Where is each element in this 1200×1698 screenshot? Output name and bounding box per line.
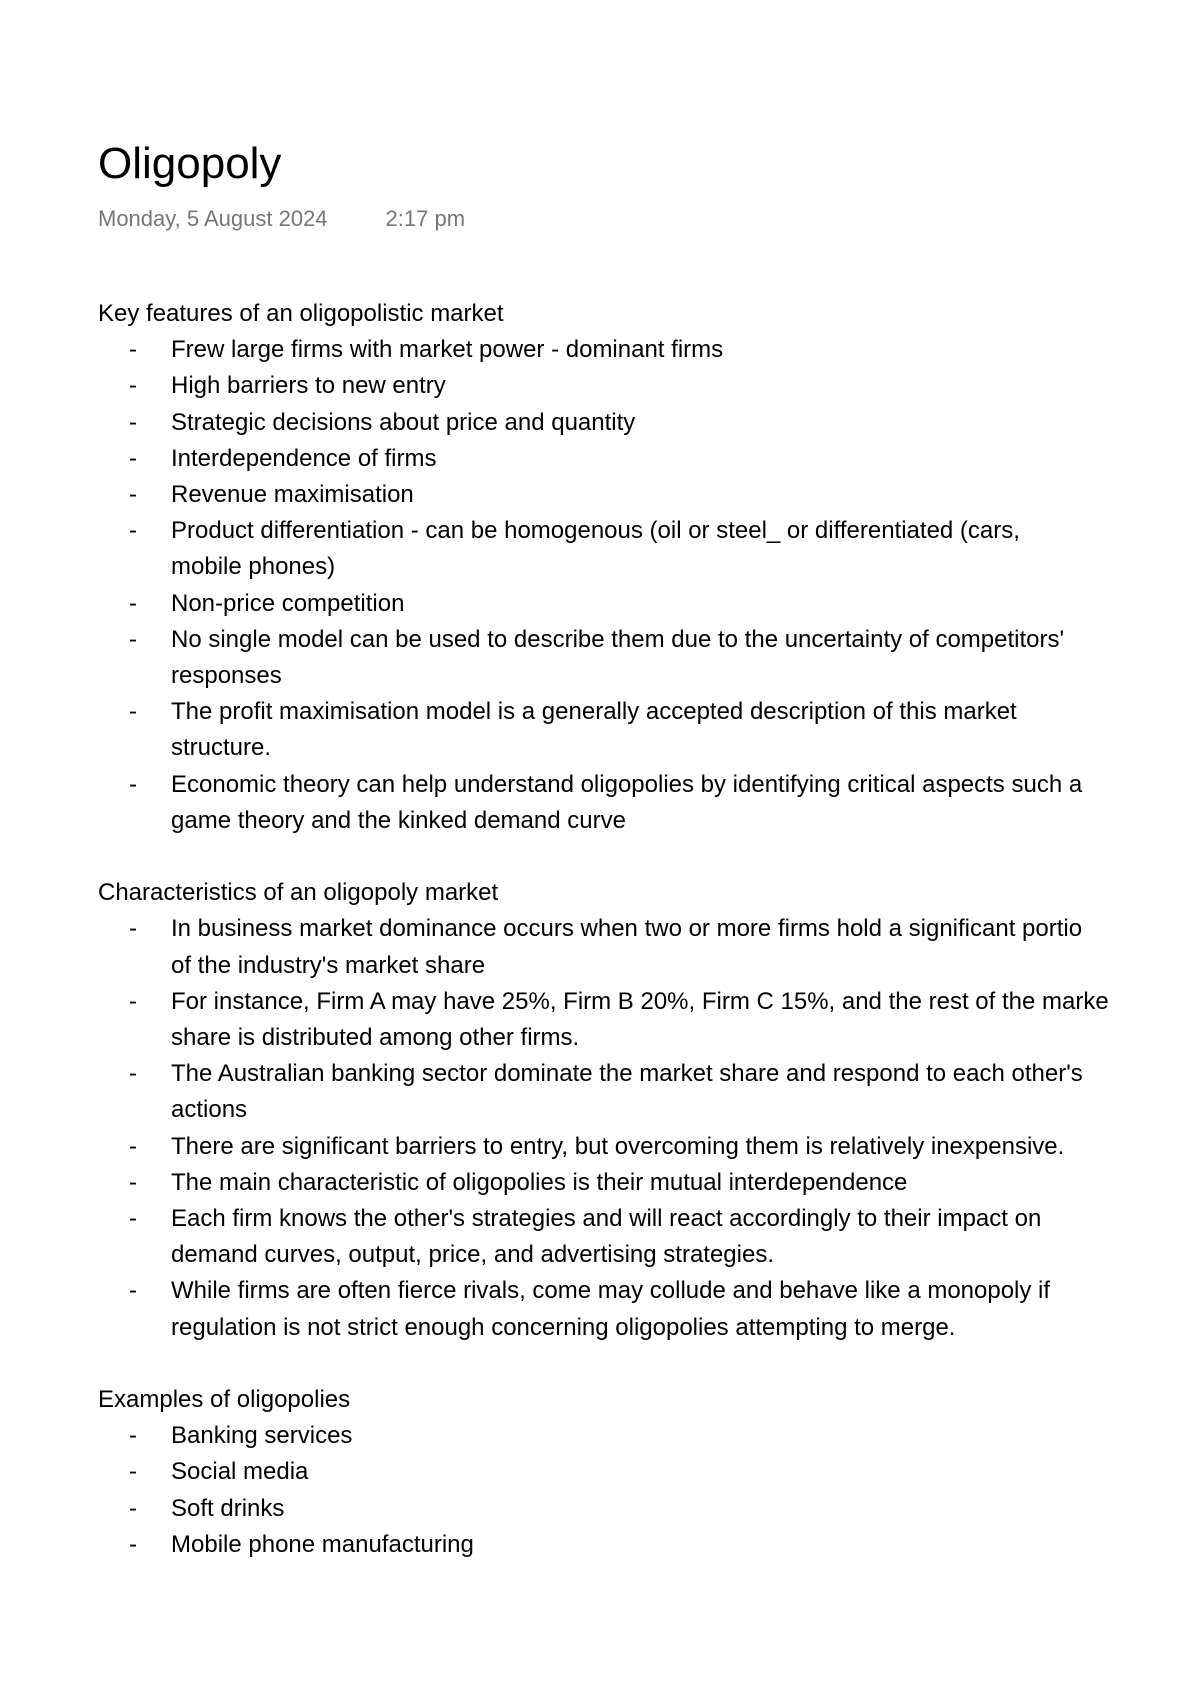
list-item bbox=[98, 1418, 1200, 1454]
list-item-line: share is distributed among other firms. bbox=[171, 1024, 580, 1052]
section-heading: Examples of oligopolies bbox=[98, 1386, 351, 1414]
dash-bullet-icon: - bbox=[129, 1422, 137, 1450]
list-item bbox=[98, 984, 1200, 1056]
list-item-line: mobile phones) bbox=[171, 553, 336, 581]
dash-bullet-icon: - bbox=[129, 1132, 137, 1160]
list-item bbox=[98, 368, 1200, 404]
dash-bullet-icon: - bbox=[129, 1168, 137, 1196]
list-item bbox=[98, 513, 1200, 585]
list-item bbox=[98, 441, 1200, 477]
list-item bbox=[98, 1273, 1200, 1345]
list-item bbox=[98, 1527, 1200, 1563]
dash-bullet-icon: - bbox=[129, 915, 137, 943]
bullet-list bbox=[98, 332, 1200, 839]
list-item-line: Frew large firms with market power - dominant firms bbox=[171, 336, 724, 364]
dash-bullet-icon: - bbox=[129, 770, 137, 798]
list-item-line: The Australian banking sector dominate the market share and respond to each other's bbox=[171, 1060, 1083, 1088]
page-meta bbox=[98, 204, 465, 234]
list-item-line: Interdependence of firms bbox=[171, 444, 437, 472]
list-item-line: Strategic decisions about price and quantity bbox=[171, 408, 636, 436]
list-item bbox=[98, 622, 1200, 694]
list-item bbox=[98, 1491, 1200, 1527]
list-item bbox=[98, 1165, 1200, 1201]
list-item bbox=[98, 767, 1200, 839]
dash-bullet-icon: - bbox=[129, 1494, 137, 1522]
list-item-line: Economic theory can help understand oligopolies by identifying critical aspects such a bbox=[171, 770, 1083, 798]
dash-bullet-icon: - bbox=[129, 987, 137, 1015]
list-item bbox=[98, 586, 1200, 622]
dash-bullet-icon: - bbox=[129, 481, 137, 509]
list-item-line: High barriers to new entry bbox=[171, 372, 446, 400]
list-item-line: Banking services bbox=[171, 1422, 353, 1450]
list-item-line: The main characteristic of oligopolies is their mutual interdependence bbox=[171, 1168, 908, 1196]
list-item-line: For instance, Firm A may have 25%, Firm B 20%, Firm C 15%, and the rest of the marke bbox=[171, 987, 1109, 1015]
section-heading: Key features of an oligopolistic market bbox=[98, 300, 504, 327]
section bbox=[98, 1382, 1200, 1563]
dash-bullet-icon: - bbox=[129, 336, 137, 364]
list-item bbox=[98, 477, 1200, 513]
list-item-line: Mobile phone manufacturing bbox=[171, 1530, 474, 1558]
section-heading: Characteristics of an oligopoly market bbox=[98, 879, 499, 907]
list-item-line: of the industry's market share bbox=[171, 951, 486, 979]
list-item-line: No single model can be used to describe them due to the uncertainty of competitors' bbox=[171, 625, 1065, 653]
note-content bbox=[98, 296, 1200, 1599]
list-item bbox=[98, 1454, 1200, 1490]
dash-bullet-icon: - bbox=[129, 1205, 137, 1233]
dash-bullet-icon: - bbox=[129, 517, 137, 545]
list-item bbox=[98, 911, 1200, 983]
list-item-line: Product differentiation - can be homogenous (oil or steel_ or differentiated (cars, bbox=[171, 517, 1020, 545]
dash-bullet-icon: - bbox=[129, 1277, 137, 1305]
list-item bbox=[98, 1201, 1200, 1273]
list-item-line: actions bbox=[171, 1096, 248, 1124]
page-date: Monday, 5 August 2024 bbox=[98, 206, 328, 231]
list-item-line: regulation is not strict enough concerning oligopolies attempting to merge. bbox=[171, 1313, 956, 1341]
list-item-line: Revenue maximisation bbox=[171, 481, 414, 509]
list-item-line: While firms are often fierce rivals, come may collude and behave like a monopoly if bbox=[171, 1277, 1051, 1305]
list-item-line: responses bbox=[171, 662, 282, 690]
section bbox=[98, 296, 1200, 839]
list-item-line: There are significant barriers to entry, but overcoming them is relatively inexpensive. bbox=[171, 1132, 1065, 1160]
list-item-line: In business market dominance occurs when two or more firms hold a significant portio bbox=[171, 915, 1083, 943]
list-item-line: The profit maximisation model is a generally accepted description of this market bbox=[171, 698, 1017, 726]
page-title: Oligopoly bbox=[98, 139, 282, 188]
dash-bullet-icon: - bbox=[129, 1458, 137, 1486]
dash-bullet-icon: - bbox=[129, 372, 137, 400]
list-item-line: Soft drinks bbox=[171, 1494, 285, 1522]
bullet-list bbox=[98, 1418, 1200, 1563]
list-item-line: demand curves, output, price, and advertising strategies. bbox=[171, 1241, 774, 1269]
list-item bbox=[98, 405, 1200, 441]
list-item-line: structure. bbox=[171, 734, 272, 762]
list-item bbox=[98, 1129, 1200, 1165]
dash-bullet-icon: - bbox=[129, 589, 137, 617]
section bbox=[98, 875, 1200, 1346]
page-time: 2:17 pm bbox=[385, 206, 466, 231]
dash-bullet-icon: - bbox=[129, 444, 137, 472]
list-item-line: Non-price competition bbox=[171, 589, 405, 617]
dash-bullet-icon: - bbox=[129, 1060, 137, 1088]
bullet-list bbox=[98, 911, 1200, 1345]
dash-bullet-icon: - bbox=[129, 1530, 137, 1558]
list-item-line: Each firm knows the other's strategies and will react accordingly to their impact on bbox=[171, 1205, 1042, 1233]
list-item bbox=[98, 332, 1200, 368]
dash-bullet-icon: - bbox=[129, 698, 137, 726]
dash-bullet-icon: - bbox=[129, 625, 137, 653]
list-item bbox=[98, 694, 1200, 766]
list-item bbox=[98, 1056, 1200, 1128]
dash-bullet-icon: - bbox=[129, 408, 137, 436]
list-item-line: Social media bbox=[171, 1458, 309, 1486]
list-item-line: game theory and the kinked demand curve bbox=[171, 806, 626, 834]
